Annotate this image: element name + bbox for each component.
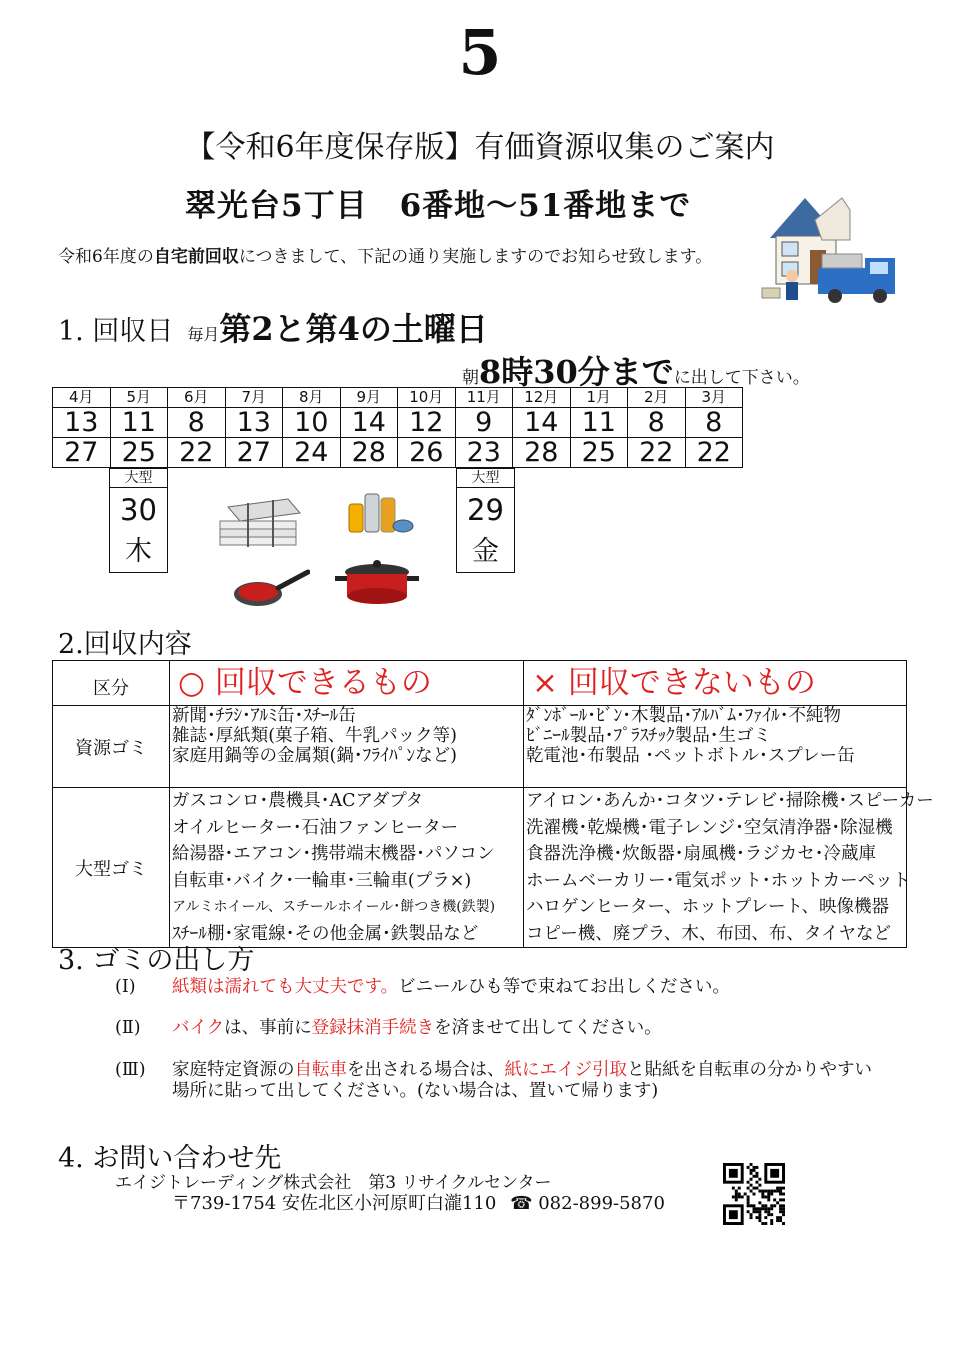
list-item: 洗濯機･乾燥機･電子レンジ･空気清浄器･除湿機 <box>526 817 893 838</box>
calendar-fourth-saturday-row <box>53 438 743 468</box>
resource-label: 資源ゴミ <box>53 706 170 788</box>
rule-3 <box>115 1059 915 1081</box>
list-item: コピー機、廃プラ、木、布団、布、タイヤなど <box>526 923 892 944</box>
calendar-date-cell: 10 <box>283 408 341 438</box>
rule-text: と貼紙を自転車の分かりやすい <box>627 1060 872 1080</box>
list-item: ﾀﾞﾝﾎﾞｰﾙ･ﾋﾞﾝ･木製品･ｱﾙﾊﾞﾑ･ﾌｧｲﾙ･不純物 <box>526 706 841 726</box>
cans-icon <box>345 488 415 538</box>
calendar-month-cell: 6月 <box>168 388 226 408</box>
list-item: ガスコンロ･農機具･ACアダプタ <box>172 791 424 811</box>
list-item: 家庭用鍋等の金属類(鍋･ﾌﾗｲﾊﾟﾝなど) <box>172 746 457 766</box>
extra-day-label: 大型 <box>457 469 514 488</box>
intro-post: につきまして、下記の通り実施しますのでお知らせ致します。 <box>238 247 713 267</box>
calendar-months-row <box>53 388 743 408</box>
calendar-month-cell: 8月 <box>283 388 341 408</box>
frying-pan-icon <box>230 568 310 610</box>
extra-day-label: 大型 <box>110 469 167 488</box>
section3-heading: 3. ゴミの出し方 <box>58 945 255 976</box>
cooking-pot-icon <box>333 558 421 608</box>
intro-text <box>58 245 712 269</box>
newspaper-bundle-icon <box>218 495 303 550</box>
header-category: 区分 <box>53 661 170 706</box>
calendar-date-cell: 22 <box>628 438 686 468</box>
document-subtitle: 翠光台5丁目 6番地～51番地まで <box>185 188 692 224</box>
extra-day-weekday: 木 <box>125 536 152 567</box>
extra-day-date: 30 <box>120 493 157 527</box>
header-not-accepted: × 回収できないもの <box>524 661 907 706</box>
company-name: エイジトレーディング株式会社 第3 リサイクルセンター <box>115 1173 552 1193</box>
rule-text: を出される場合は、 <box>347 1060 505 1080</box>
qr-code-icon[interactable] <box>722 1163 786 1225</box>
rule-1 <box>115 976 915 998</box>
list-item: ﾋﾞﾆｰﾙ製品･ﾌﾟﾗｽﾁｯｸ製品･生ゴミ <box>526 726 771 746</box>
list-item: 新聞･ﾁﾗｼ･ｱﾙﾐ缶･ｽﾁｰﾙ缶 <box>172 706 356 726</box>
section2-heading: 2.回収内容 <box>58 629 192 660</box>
list-item: ホームベーカリー･電気ポット･ホットカーペット <box>526 870 911 891</box>
extra-day-weekday: 金 <box>472 536 499 567</box>
calendar-date-cell: 8 <box>628 408 686 438</box>
calendar-month-cell: 12月 <box>513 388 571 408</box>
resource-not-accepted-list <box>524 706 907 788</box>
intro-pre: 令和6年度の <box>58 247 154 267</box>
page-number: 5 <box>458 16 502 89</box>
header-accepted: ○ 回収できるもの <box>170 661 524 706</box>
list-item: 給湯器･エアコン･携帯端末機器･パソコン <box>172 844 495 864</box>
calendar-date-cell: 25 <box>110 438 168 468</box>
calendar-date-cell: 8 <box>685 408 743 438</box>
calendar-date-cell: 22 <box>685 438 743 468</box>
section1-days: 第2と第4の土曜日 <box>219 310 488 348</box>
document-title: 【令和6年度保存版】有価資源収集のご案内 <box>185 130 775 165</box>
calendar-date-cell: 9 <box>455 408 513 438</box>
calendar-date-cell: 27 <box>53 438 111 468</box>
rule-3-line2: 場所に貼って出してください。(ない場合は、置いて帰ります) <box>172 1081 659 1101</box>
list-item: オイルヒーター･石油ファンヒーター <box>172 817 459 838</box>
large-row <box>53 788 907 948</box>
calendar-date-cell: 23 <box>455 438 513 468</box>
extra-day-may <box>109 468 168 573</box>
time-big: 8時30分まで <box>479 353 674 391</box>
calendar-date-cell: 13 <box>53 408 111 438</box>
calendar-date-cell: 24 <box>283 438 341 468</box>
calendar-date-cell: 12 <box>398 408 456 438</box>
time-post: に出して下さい。 <box>673 368 810 388</box>
calendar-date-cell: 27 <box>225 438 283 468</box>
rule-number: (Ⅲ) <box>115 1060 146 1080</box>
collection-calendar <box>52 387 743 468</box>
calendar-month-cell: 10月 <box>398 388 456 408</box>
list-item: 乾電池･布製品 ･ペットボトル･スプレー缶 <box>526 746 855 766</box>
calendar-month-cell: 3月 <box>685 388 743 408</box>
items-header-row <box>53 661 907 706</box>
section1-title: 1. 回収日 <box>58 316 174 347</box>
calendar-date-cell: 26 <box>398 438 456 468</box>
rule-highlight: 紙類は濡れても大丈夫です。 <box>172 977 399 997</box>
resource-row <box>53 706 907 788</box>
list-item: 食器洗浄機･炊飯器･扇風機･ラジカセ･冷蔵庫 <box>526 844 876 864</box>
calendar-month-cell: 1月 <box>570 388 628 408</box>
rule-highlight: 自転車 <box>294 1060 347 1080</box>
resource-accepted-list <box>170 706 524 788</box>
list-item: アイロン･あんか･コタツ･テレビ･掃除機･スピーカー <box>526 791 934 811</box>
list-item: ハロゲンヒーター、ホットプレート、映像機器 <box>526 897 889 917</box>
large-accepted-list <box>170 788 524 948</box>
calendar-month-cell: 2月 <box>628 388 686 408</box>
house-truck-illustration <box>760 190 905 310</box>
calendar-month-cell: 7月 <box>225 388 283 408</box>
calendar-date-cell: 25 <box>570 438 628 468</box>
calendar-date-cell: 28 <box>513 438 571 468</box>
section4-heading: 4. お問い合わせ先 <box>58 1143 282 1174</box>
calendar-month-cell: 11月 <box>455 388 513 408</box>
calendar-second-saturday-row <box>53 408 743 438</box>
address: 安佐北区小河原町白瀧110 <box>281 1193 497 1214</box>
rule-text: 家庭特定資源の <box>172 1060 295 1080</box>
list-item: アルミホイール、スチールホイール･餅つき機(鉄製) <box>172 899 496 915</box>
rule-number: (Ⅰ) <box>115 977 136 997</box>
phone-number[interactable]: ☎ 082-899-5870 <box>510 1193 665 1214</box>
calendar-date-cell: 13 <box>225 408 283 438</box>
calendar-date-cell: 14 <box>340 408 398 438</box>
calendar-date-cell: 11 <box>570 408 628 438</box>
calendar-month-cell: 9月 <box>340 388 398 408</box>
calendar-date-cell: 8 <box>168 408 226 438</box>
time-pre: 朝 <box>462 368 479 388</box>
rule-2 <box>115 1017 915 1039</box>
calendar-month-cell: 4月 <box>53 388 111 408</box>
list-item: 自転車･バイク･一輪車･三輪車(プラ×) <box>172 870 472 891</box>
calendar-date-cell: 11 <box>110 408 168 438</box>
rule-highlight: 紙にエイジ引取 <box>504 1060 627 1080</box>
calendar-date-cell: 28 <box>340 438 398 468</box>
section1-small: 毎月 <box>187 325 220 344</box>
rule-text: ビニールひも等で束ねてお出しください。 <box>398 977 730 997</box>
postal-code: 〒739-1754 <box>172 1193 277 1214</box>
list-item: ｽﾁｰﾙ棚･家電線･その他金属･鉄製品など <box>172 923 479 944</box>
extra-day-date: 29 <box>467 493 504 527</box>
rule-number: (Ⅱ) <box>115 1018 141 1038</box>
rule-text: を済ませて出してください。 <box>434 1018 662 1038</box>
list-item: 雑誌･厚紙類(菓子箱、牛乳パック等) <box>172 726 457 746</box>
rule-text: は、事前に <box>224 1018 312 1038</box>
intro-bold: 自宅前回収 <box>153 247 239 267</box>
collection-items-table <box>52 660 934 948</box>
calendar-date-cell: 14 <box>513 408 571 438</box>
large-not-accepted-list <box>524 788 934 948</box>
rule-highlight: 登録抹消手続き <box>311 1018 435 1038</box>
contact-line <box>172 1192 665 1216</box>
calendar-month-cell: 5月 <box>110 388 168 408</box>
extra-day-november <box>456 468 515 573</box>
large-label: 大型ゴミ <box>53 788 170 948</box>
section1-heading <box>58 312 488 352</box>
rule-highlight: バイク <box>172 1018 225 1038</box>
calendar-date-cell: 22 <box>168 438 226 468</box>
